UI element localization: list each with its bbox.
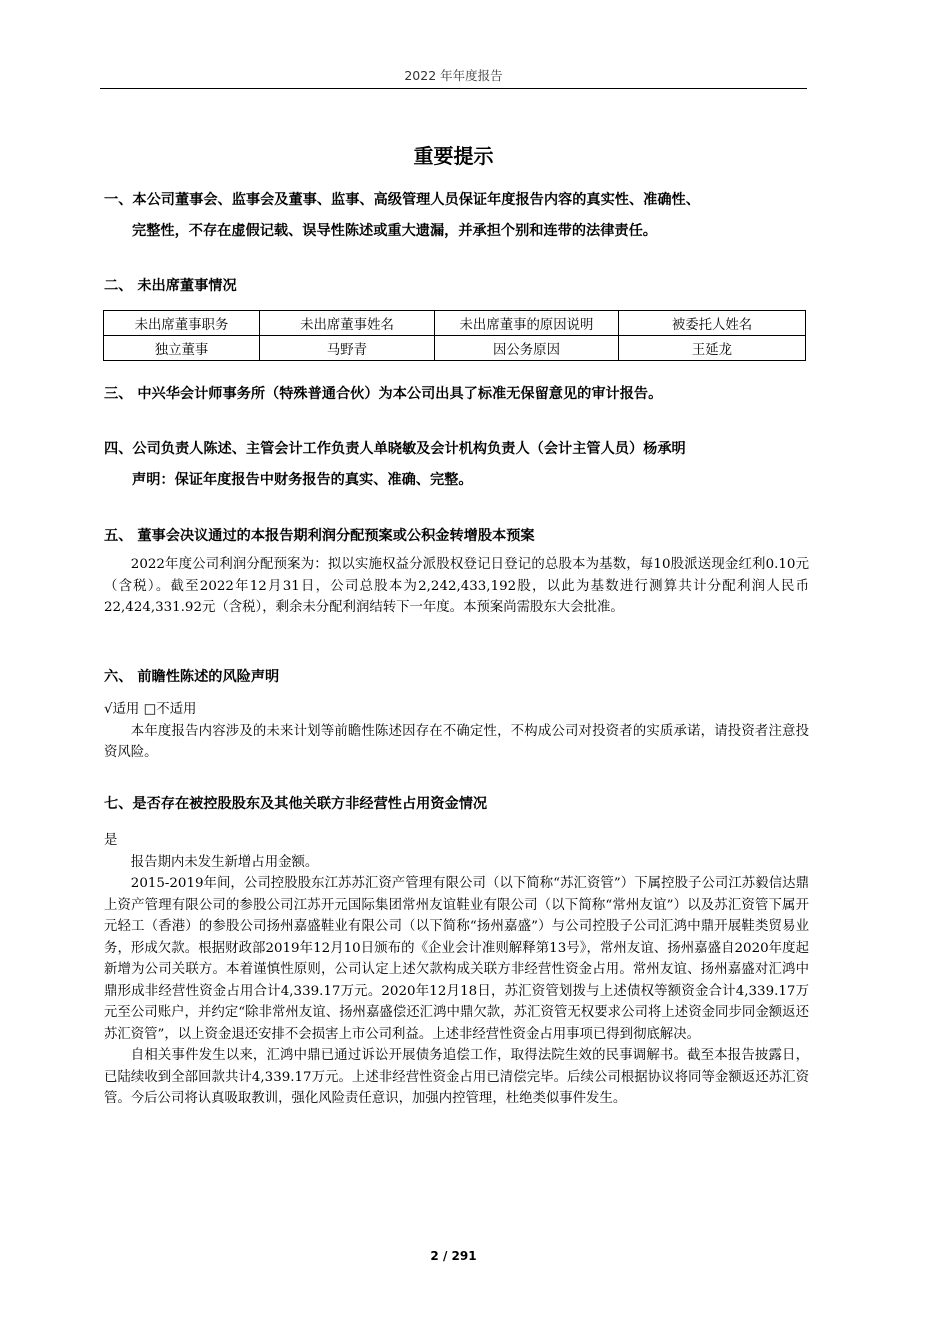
section-7-body	[104, 830, 809, 1110]
section-1-line2: 完整性，不存在虚假记载、误导性陈述或重大遗漏，并承担个别和连带的法律责任。	[132, 223, 657, 239]
section-4	[104, 434, 824, 496]
section-1-line1: 一、本公司董事会、监事会及董事、监事、高级管理人员保证年度报告内容的真实性、准确性、	[104, 192, 700, 208]
table-cell: 马野青	[260, 336, 435, 361]
page-title: 重要提示	[413, 144, 494, 168]
section-7-paragraph-1: 报告期内未发生新增占用金额。	[130, 854, 319, 870]
section-6-title: 六、 前瞻性陈述的风险声明	[104, 669, 280, 685]
section-7-paragraph-2: 2015-2019年间，公司控股股东江苏苏汇资产管理有限公司（以下简称“苏汇资管”）下属控股子公司江苏毅信达鼎上资产管理有限公司的参股公司江苏开元国际集团常州友谊鞋业有限公司（以下简称“常州友谊”）以及苏汇资管下属开元轻工（香港）的参股公司扬州嘉盛鞋业有限公司（以下简称“扬州嘉盛”）与公司控股子公司汇鸿中鼎开展鞋类贸易业务，形成欠款。根据财政部2019年12月10日颁布的《企业会计准则解释第13号》，常州友谊、扬州嘉盛自2020年度起新增为公司关联方。本着谨慎性原则，公司认定上述欠款构成关联方非经营性资金占用。常州友谊、扬州嘉盛对汇鸿中鼎形成非经营性资金占用合计4,339.17万元。2020年12月18日，苏汇资管划拨与上述债权等额资金合计4,339.17万元至公司账户，并约定“除非常州友谊、扬州嘉盛偿还汇鸿中鼎欠款，苏汇资管无权要求公司将上述资金同步同金额返还苏汇资管”，以上资金退还安排不会损害上市公司利益。上述非经营性资金占用事项已得到彻底解决。	[104, 876, 809, 1042]
profit-distribution-paragraph: 2022年度公司利润分配预案为：拟以实施权益分派股权登记日登记的总股本为基数，每10股派送现金红利0.10元（含税）。截至2022年12月31日，公司总股本为2,242,433,192股，以此为基数进行测算共计分配利润人民币22,424,331.92元（含税），剩余未分配利润结转下一年度。本预案尚需股东大会批准。	[104, 557, 809, 615]
section-5-body	[104, 554, 809, 619]
running-header: 2022 年年度报告	[404, 68, 503, 83]
section-4-line2: 声明：保证年度报告中财务报告的真实、准确、完整。	[132, 472, 473, 488]
section-3: 三、 中兴华会计师事务所（特殊普通合伙）为本公司出具了标准无保留意见的审计报告。	[104, 386, 663, 402]
table-header-cell: 未出席董事职务	[104, 311, 260, 336]
section-7-title: 七、是否存在被控股股东及其他关联方非经营性占用资金情况	[104, 796, 488, 812]
section-7-answer: 是	[104, 833, 118, 848]
table-cell: 王延龙	[619, 336, 806, 361]
table-header-cell: 未出席董事姓名	[260, 311, 435, 336]
applicability-options: √适用 □不适用	[104, 702, 197, 717]
table-header-cell: 未出席董事的原因说明	[435, 311, 619, 336]
absent-directors-table	[103, 310, 806, 361]
section-5-title: 五、 董事会决议通过的本报告期利润分配预案或公积金转增股本预案	[104, 528, 535, 544]
risk-statement-paragraph: 本年度报告内容涉及的未来计划等前瞻性陈述因存在不确定性，不构成公司对投资者的实质承诺，请投资者注意投资风险。	[104, 723, 809, 760]
header-rule	[100, 88, 807, 89]
table-header-cell: 被委托人姓名	[619, 311, 806, 336]
page-number: 2 / 291	[430, 1249, 477, 1263]
section-6-body	[104, 699, 809, 764]
table-cell: 因公务原因	[435, 336, 619, 361]
section-4-line1: 四、公司负责人陈述、主管会计工作负责人单晓敏及会计机构负责人（会计主管人员）杨承明	[104, 441, 686, 457]
table-cell: 独立董事	[104, 336, 260, 361]
section-2-title: 二、 未出席董事情况	[104, 278, 237, 294]
section-7-paragraph-3: 自相关事件发生以来，汇鸿中鼎已通过诉讼开展债务追偿工作，取得法院生效的民事调解书。截至本报告披露日，已陆续收到全部回款共计4,339.17万元。上述非经营性资金占用已清偿完毕。后续公司根据协议将同等金额返还苏汇资管。今后公司将认真吸取教训，强化风险责任意识，加强内控管理，杜绝类似事件发生。	[104, 1048, 809, 1106]
section-1	[104, 185, 824, 247]
table-header-row	[104, 311, 806, 336]
table-row	[104, 336, 806, 361]
